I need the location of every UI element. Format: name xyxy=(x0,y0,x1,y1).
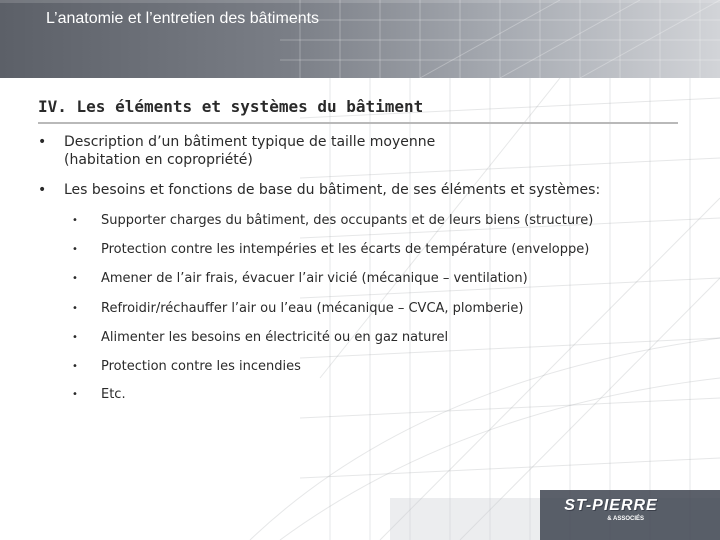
section-heading: IV. Les éléments et systèmes du bâtiment xyxy=(38,97,424,116)
sub-bullet-marker: • xyxy=(72,332,78,343)
sub-bullet-text: Etc. xyxy=(101,387,126,402)
sub-bullet-text: Alimenter les besoins en électricité ou en gaz naturel xyxy=(101,330,449,345)
bullet-text-line: Les besoins et fonctions de base du bâtiment, de ses éléments et systèmes: xyxy=(64,182,601,198)
logo-wordmark: ST-PIERRE xyxy=(564,497,658,514)
bullet-text-line: Description d’un bâtiment typique de taille moyenne xyxy=(64,134,436,150)
sub-bullet-marker: • xyxy=(72,303,78,314)
sub-bullet-text: Protection contre les incendies xyxy=(101,359,301,374)
sub-bullet-marker: • xyxy=(72,244,78,255)
bullet-text-line: (habitation en copropriété) xyxy=(64,152,253,168)
sub-bullet-text: Amener de l’air frais, évacuer l’air vicié (mécanique – ventilation) xyxy=(101,271,528,286)
bullet-marker: • xyxy=(38,134,47,150)
sub-bullet-text: Protection contre les intempéries et les écarts de température (enveloppe) xyxy=(101,242,590,257)
sub-bullet-marker: • xyxy=(72,389,78,400)
sub-bullet-text: Supporter charges du bâtiment, des occupants et de leurs biens (structure) xyxy=(101,213,594,228)
company-logo xyxy=(562,497,660,531)
sub-bullet-marker: • xyxy=(72,273,78,284)
sub-bullet-text: Refroidir/réchauffer l’air ou l’eau (mécanique – CVCA, plomberie) xyxy=(101,301,524,316)
heading-divider xyxy=(38,122,678,124)
header-title: L’anatomie et l’entretien des bâtiments xyxy=(46,10,320,27)
sub-bullet-marker: • xyxy=(72,361,78,372)
sub-bullet-marker: • xyxy=(72,215,78,226)
logo-subtitle: & ASSOCIÉS xyxy=(607,516,644,522)
bullet-marker: • xyxy=(38,182,47,198)
